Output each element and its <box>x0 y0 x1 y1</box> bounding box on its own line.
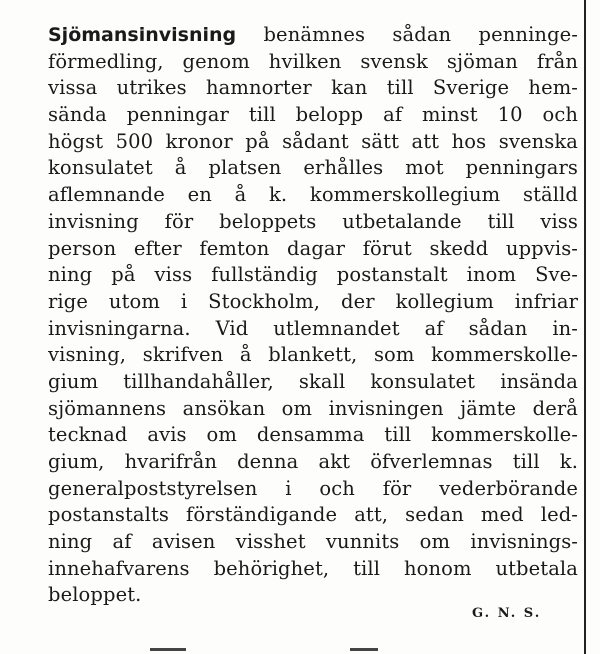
entry-line: sjömannens ansökan om invisningen jämte derå <box>48 396 578 420</box>
entry-line: gium, hvarifrån denna akt öfverlemnas till k. <box>48 450 578 473</box>
entry-line: förmedling, genom hvilken svensk sjöman från <box>48 49 578 73</box>
cropped-text-fragment <box>350 648 378 651</box>
entry-line: vissa utrikes hamnorter kan till Sverige hem- <box>48 76 578 100</box>
entry-line: sända penningar till belopp af minst 10 och <box>48 103 578 127</box>
entry-line: rige utom i Stockholm, der kollegium infriar <box>48 289 578 313</box>
column-rule <box>584 0 586 654</box>
entry-headword: Sjömansinvisning <box>48 24 237 46</box>
entry-last-line: beloppet. <box>48 583 142 607</box>
author-signature: G. N. S. <box>472 606 542 621</box>
entry-line: visning, skrifven å blankett, som kommerskolle- <box>48 343 578 367</box>
entry-line: gium tillhandahåller, skall konsulatet insända <box>48 369 578 393</box>
entry-line: ning af avisen visshet vunnits om invisnings- <box>48 530 578 554</box>
entry-first-line-text: benämnes sådan penninge- <box>263 23 578 46</box>
cropped-text-fragment <box>150 648 186 651</box>
entry-line: innehafvarens behörighet, till honom utbetala <box>48 556 578 580</box>
entry-line: högst 500 kronor på sådant sätt att hos svenska <box>48 129 578 153</box>
entry-line: invisning för beloppets utbetalande till viss <box>48 209 578 233</box>
entry-line: konsulatet å platsen erhålles mot penningars <box>48 156 578 180</box>
dictionary-entry <box>48 22 578 609</box>
entry-line: invisningarna. Vid utlemnandet af sådan in- <box>48 316 578 340</box>
page-bottom-edge <box>0 642 600 654</box>
entry-line: person efter femton dagar förut skedd uppvis- <box>48 236 578 260</box>
entry-first-line <box>48 22 578 49</box>
entry-line: generalpoststyrelsen i och för vederbörande <box>48 476 578 500</box>
entry-line: aflemnande en å k. kommerskollegium ställd <box>48 183 578 207</box>
entry-line: ning på viss fullständig postanstalt inom Sve- <box>48 263 578 287</box>
entry-line: postanstalts förständigande att, sedan med led- <box>48 503 578 527</box>
entry-line: tecknad avis om densamma till kommerskolle- <box>48 423 578 447</box>
